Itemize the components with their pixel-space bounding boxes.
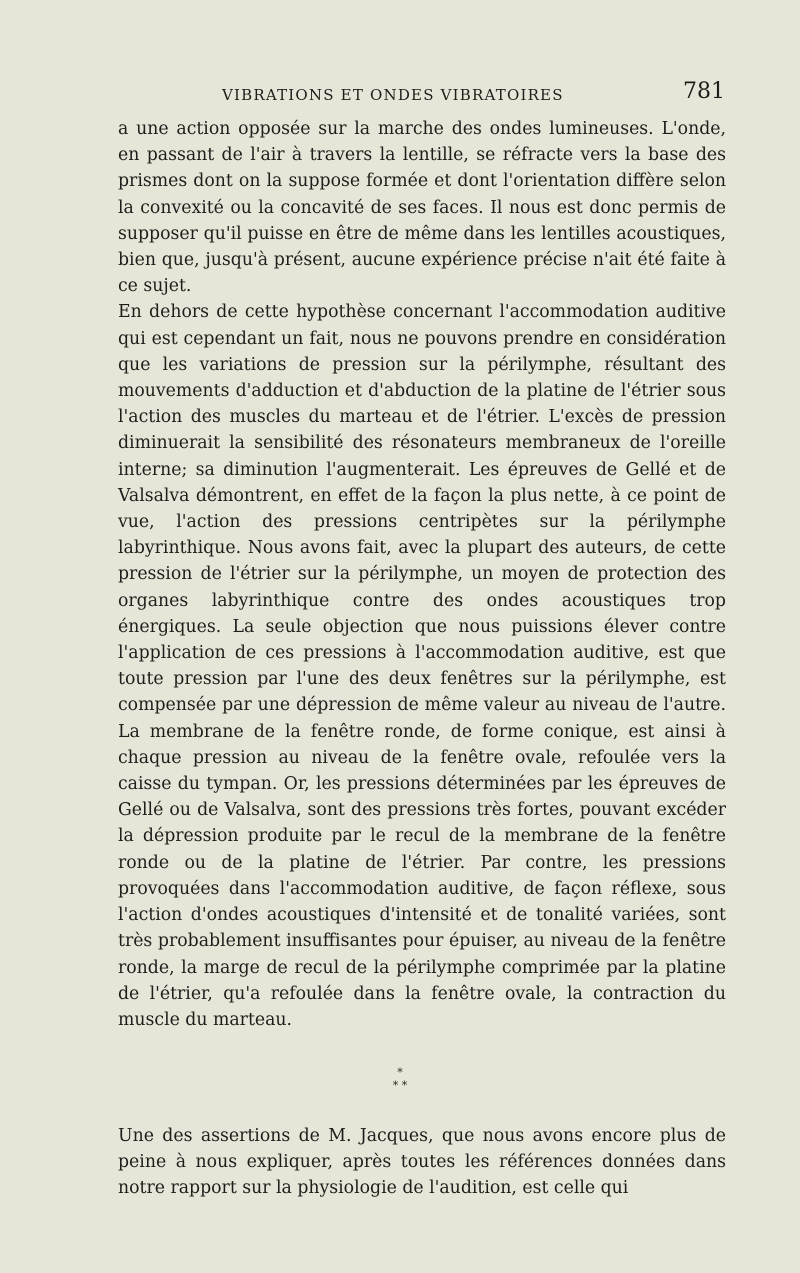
running-title: VIBRATIONS ET ONDES VIBRATOIRES <box>222 86 564 104</box>
asterism-section-break <box>0 1066 800 1092</box>
paragraph-2: En dehors de cette hypothèse concernant l'accommodation auditive qui est cependant un fait, nous ne pouvons prendre en considération que les variations de pression sur la périlymphe, résultant des mouvements d'adduction et d'abduction de la platine de l'étrier sous l'action des muscles du marteau et de l'étrier. L'excès de pression diminuerait la sensibilité des résonateurs membraneux de l'oreille interne; sa diminution l'augmenterait. Les épreuves de Gellé et de Valsalva démontrent, en effet de la façon la plus nette, à ce point de vue, l'action des pressions centripètes sur la périlymphe labyrinthique. Nous avons fait, avec la plupart des auteurs, de cette pression de l'étrier sur la périlymphe, un moyen de protection des organes labyrinthique contre des ondes acoustiques trop énergiques. La seule objection que nous puissions élever contre l'application de ces pressions à l'accommodation auditive, est que toute pression par l'une des deux fenêtres sur la périlymphe, est compensée par une dépression de même valeur au niveau de l'autre. La membrane de la fenêtre ronde, de forme conique, est ainsi à chaque pression au niveau de la fenêtre ovale, refoulée vers la caisse du tympan. Or, les pressions déterminées par les épreuves de Gellé ou de Valsalva, sont des pressions très fortes, pouvant excéder la dépression produite par le recul de la membrane de la fenêtre ronde ou de la platine de l'étrier. Par contre, les pressions provoquées dans l'accommodation auditive, de façon réflexe, sous l'action d'ondes acoustiques d'intensité et de tonalité variées, sont très probablement insuffisantes pour épuiser, au niveau de la fenêtre ronde, la marge de recul de la périlymphe comprimée par la platine de l'étrier, qu'a refoulée dans la fenêtre ovale, la contraction du muscle du marteau. <box>118 302 726 1030</box>
asterism-bottom: * * <box>392 1079 408 1092</box>
page-number: 781 <box>683 79 725 104</box>
paragraph-1: a une action opposée sur la marche des ondes lumineuses. L'onde, en passant de l'air à travers la lentille, se réfracte vers la base des prismes dont on la suppose formée et dont l'orientation diffère selon la convexité ou la concavité de ses faces. Il nous est donc permis de supposer qu'il puisse en être de même dans les lentilles acoustiques, bien que, jusqu'à présent, aucune expérience précise n'ait été faite à ce sujet. <box>118 119 726 297</box>
page-header <box>118 79 725 109</box>
asterism-top: * <box>397 1066 403 1079</box>
paragraph-3: Une des assertions de M. Jacques, que nous avons encore plus de peine à nous expliquer, après toutes les références données dans notre rapport sur la physiologie de l'audition, est celle qui <box>118 1126 726 1199</box>
body-text-continued <box>118 1123 726 1202</box>
body-text <box>118 116 726 1033</box>
